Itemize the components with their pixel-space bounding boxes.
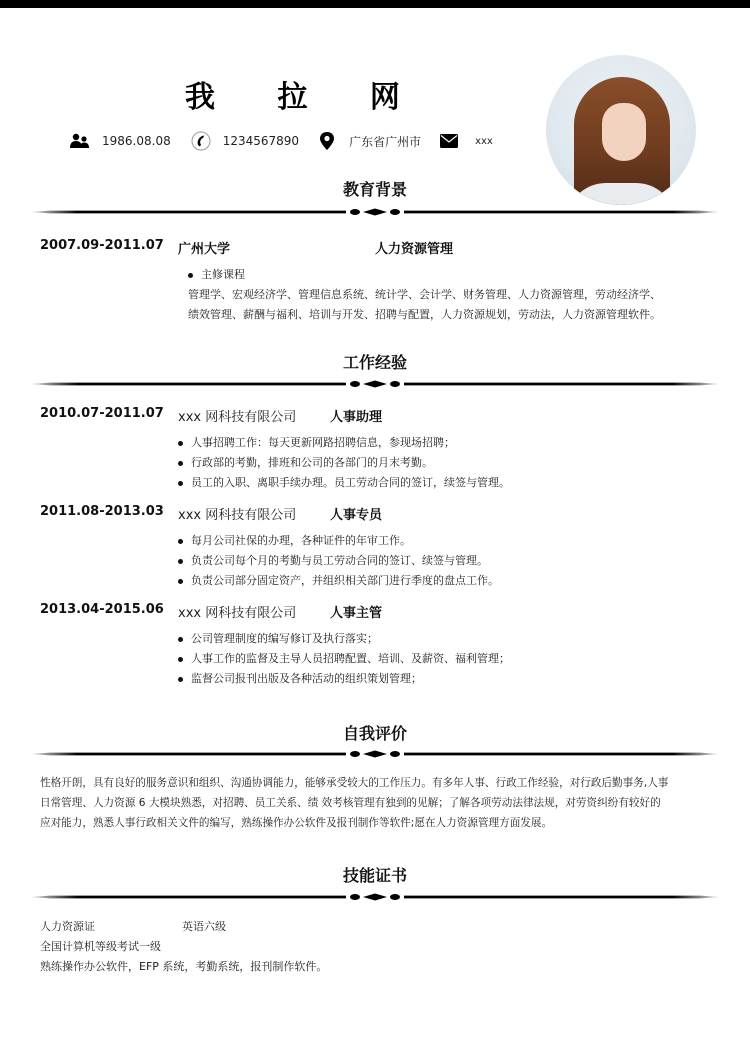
bullet-icon	[178, 539, 183, 544]
section-title-skills: 技能证书	[342, 866, 407, 885]
job-date: 2011.08-2013.03	[40, 504, 164, 519]
edu-date: 2007.09-2011.07	[40, 238, 164, 253]
courses-line: 管理学、宏观经济学、管理信息系统、统计学、会计学、财务管理、人力资源管理，劳动经济学、	[188, 288, 661, 301]
phone: 1234567890	[222, 134, 300, 148]
skills-line: 全国计算机等级考试一级	[40, 940, 161, 953]
list-item	[178, 649, 510, 669]
skills-line: 熟练操作办公软件，EFP 系统，考勤系统，报刊制作软件。	[40, 960, 328, 973]
list-item	[178, 453, 510, 473]
list-item	[178, 629, 510, 649]
bullet-icon	[178, 481, 183, 486]
phone-item	[191, 131, 299, 151]
birthdate: 1986.08.08	[102, 134, 171, 148]
list-item	[178, 571, 499, 591]
job-company: xxx 网科技有限公司	[178, 606, 297, 621]
bullet-icon	[188, 273, 193, 278]
job-date: 2013.04-2015.06	[40, 602, 164, 617]
job-position: 人事专员	[330, 508, 383, 523]
self-eval-line: 性格开朗，具有良好的服务意识和组织、沟通协调能力，能够承受较大的工作压力。有多年人事、行政工作经验，对行政后勤事务,人事	[40, 777, 669, 789]
section-title-education: 教育背景	[342, 180, 407, 199]
job-company: xxx 网科技有限公司	[178, 410, 297, 425]
job-date: 2010.07-2011.07	[40, 406, 164, 421]
bullet-icon	[178, 441, 183, 446]
duty-text: 每月公司社保的办理，各种证件的年审工作。	[191, 534, 411, 547]
contact-info	[70, 130, 493, 152]
location-item	[317, 131, 421, 151]
duty-text: 员工的入职、离职手续办理。员工劳动合同的签订，续签与管理。	[191, 476, 510, 489]
duty-text: 公司管理制度的编写修订及执行落实；	[191, 632, 378, 645]
top-bar	[0, 0, 750, 8]
skill-cert: 人力资源证	[40, 920, 95, 933]
section-divider	[30, 207, 720, 217]
section-divider	[30, 749, 720, 759]
duty-text: 人事工作的监督及主导人员招聘配置、培训、及薪资、福利管理；	[191, 652, 510, 665]
skills-line	[40, 917, 327, 937]
job-position: 人事助理	[330, 410, 383, 425]
candidate-name: 我 拉 网	[185, 80, 426, 115]
people-icon	[70, 131, 90, 151]
skill-cert: 英语六级	[182, 920, 226, 933]
phone-icon	[191, 131, 211, 151]
job-position: 人事主管	[330, 606, 383, 621]
skills-text	[40, 917, 327, 977]
courses-text	[188, 285, 661, 325]
list-item	[178, 669, 510, 689]
list-item	[178, 433, 510, 453]
job-duties	[178, 433, 510, 493]
email: xxx	[475, 135, 493, 147]
job-duties	[178, 629, 510, 689]
section-divider	[30, 379, 720, 389]
email-item	[439, 131, 493, 151]
bullet-icon	[178, 579, 183, 584]
list-item	[178, 551, 499, 571]
bullet-icon	[178, 637, 183, 642]
section-title-work: 工作经验	[342, 353, 407, 372]
courses-line: 绩效管理、薪酬与福利、培训与开发、招聘与配置，人力资源规划，劳动法，人力资源管理软件。	[188, 308, 661, 321]
section-divider	[30, 892, 720, 902]
job-company: xxx 网科技有限公司	[178, 508, 297, 523]
bullet-icon	[178, 677, 183, 682]
list-item	[178, 473, 510, 493]
location-pin-icon	[317, 131, 337, 151]
job-duties	[178, 531, 499, 591]
list-item	[188, 265, 245, 285]
self-eval-text	[40, 773, 668, 833]
bullet-icon	[178, 461, 183, 466]
duty-text: 人事招聘工作：每天更新网路招聘信息，参现场招聘；	[191, 436, 455, 449]
courses-label-list	[188, 265, 245, 285]
photo-face	[602, 103, 646, 161]
bullet-icon	[178, 657, 183, 662]
courses-label: 主修课程	[201, 268, 245, 281]
location: 广东省广州市	[349, 134, 422, 149]
duty-text: 负责公司部分固定资产，并组织相关部门进行季度的盘点工作。	[191, 574, 499, 587]
duty-text: 负责公司每个月的考勤与员工劳动合同的签订、续签与管理。	[191, 554, 488, 567]
envelope-icon	[439, 131, 459, 151]
duty-text: 监督公司报刊出版及各种活动的组织策划管理；	[191, 672, 422, 685]
self-eval-line: 应对能力，熟悉人事行政相关文件的编写，熟练操作办公软件及报刊制作等软件;愿在人力资源管理方面发展。	[40, 817, 553, 829]
self-eval-line: 日常管理、人力资源 6 大模块熟悉，对招聘、员工关系、绩 效考核管理有独到的见解；了解各项劳动法律法规，对劳资纠纷有较好的	[40, 797, 661, 809]
birthdate-item	[70, 131, 171, 151]
bullet-icon	[178, 559, 183, 564]
duty-text: 行政部的考勤，排班和公司的各部门的月末考勤。	[191, 456, 433, 469]
list-item	[178, 531, 499, 551]
edu-major: 人力资源管理	[375, 242, 454, 257]
edu-school: 广州大学	[178, 242, 231, 257]
section-title-self-eval: 自我评价	[342, 724, 407, 743]
